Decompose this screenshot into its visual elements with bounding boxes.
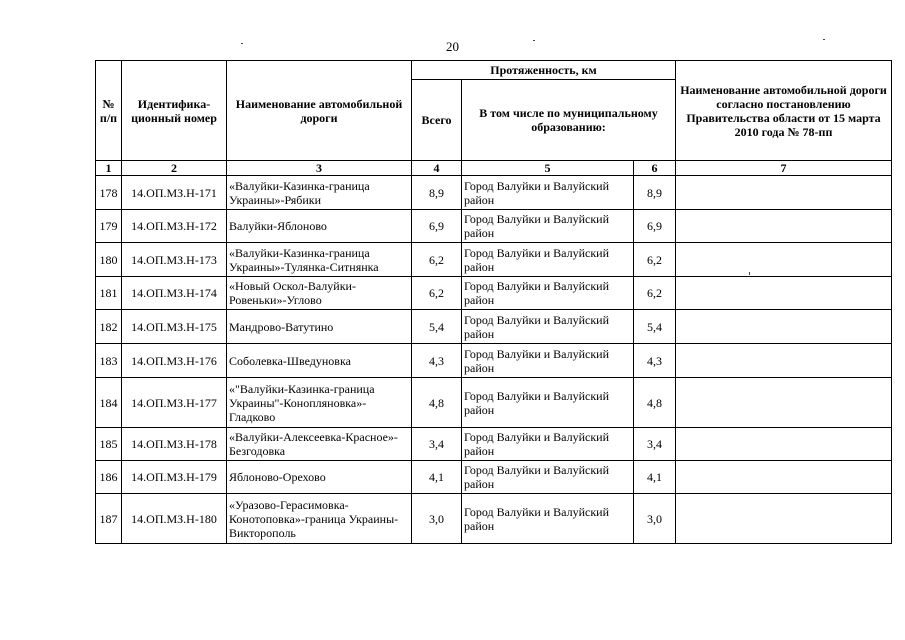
row-number-cell: 181 (96, 277, 122, 310)
municipality-cell: Город Валуйки и Валуйский район (462, 176, 634, 210)
regulation-name-cell (676, 176, 892, 210)
municipality-cell: Город Валуйки и Валуйский район (462, 378, 634, 428)
regulation-name-cell (676, 210, 892, 243)
identifier-cell: 14.ОП.МЗ.Н-178 (122, 428, 227, 461)
regulation-name-cell (676, 428, 892, 461)
total-length-cell: 6,2 (412, 277, 462, 310)
identifier-cell: 14.ОП.МЗ.Н-177 (122, 378, 227, 428)
road-name-cell: Соболевка-Шведуновка (227, 344, 412, 378)
municipality-cell: Город Валуйки и Валуйский район (462, 494, 634, 544)
header-row-number: № п/п (96, 61, 122, 161)
total-length-cell: 4,1 (412, 461, 462, 494)
regulation-name-cell (676, 461, 892, 494)
municipality-length-cell: 8,9 (634, 176, 676, 210)
municipality-length-cell: 4,8 (634, 378, 676, 428)
page-number: 20 (446, 39, 459, 54)
row-number-cell: 183 (96, 344, 122, 378)
total-length-cell: 3,4 (412, 428, 462, 461)
identifier-cell: 14.ОП.МЗ.Н-176 (122, 344, 227, 378)
column-number: 6 (634, 161, 676, 176)
column-number: 3 (227, 161, 412, 176)
municipality-cell: Город Валуйки и Валуйский район (462, 210, 634, 243)
road-name-cell: «Новый Оскол-Валуйки-Ровеньки»-Углово (227, 277, 412, 310)
road-name-cell: Яблоново-Орехово (227, 461, 412, 494)
scan-speck (533, 40, 535, 41)
municipality-cell: Город Валуйки и Валуйский район (462, 277, 634, 310)
municipality-cell: Город Валуйки и Валуйский район (462, 461, 634, 494)
table-row (96, 378, 892, 428)
municipality-cell: Город Валуйки и Валуйский район (462, 428, 634, 461)
municipality-cell: Город Валуйки и Валуйский район (462, 344, 634, 378)
table-row (96, 277, 892, 310)
row-number-cell: 186 (96, 461, 122, 494)
row-number-cell: 178 (96, 176, 122, 210)
municipality-cell: Город Валуйки и Валуйский район (462, 243, 634, 277)
identifier-cell: 14.ОП.МЗ.Н-175 (122, 310, 227, 344)
municipality-cell: Город Валуйки и Валуйский район (462, 310, 634, 344)
table-row (96, 461, 892, 494)
municipality-length-cell: 5,4 (634, 310, 676, 344)
road-name-cell: Валуйки-Яблоново (227, 210, 412, 243)
road-name-cell: «"Валуйки-Казинка-граница Украины"-Конопляновка»-Гладково (227, 378, 412, 428)
identifier-cell: 14.ОП.МЗ.Н-179 (122, 461, 227, 494)
regulation-name-cell (676, 243, 892, 277)
column-number: 2 (122, 161, 227, 176)
header-road-name: Наименование автомобильной дороги (227, 61, 412, 161)
column-number-row (96, 161, 892, 176)
municipality-length-cell: 4,1 (634, 461, 676, 494)
total-length-cell: 6,9 (412, 210, 462, 243)
total-length-cell: 4,8 (412, 378, 462, 428)
header-total: Всего (412, 80, 462, 161)
road-name-cell: «Валуйки-Алексеевка-Красное»-Безгодовка (227, 428, 412, 461)
identifier-cell: 14.ОП.МЗ.Н-172 (122, 210, 227, 243)
municipality-length-cell: 4,3 (634, 344, 676, 378)
regulation-name-cell (676, 344, 892, 378)
row-number-cell: 184 (96, 378, 122, 428)
municipality-length-cell: 6,2 (634, 243, 676, 277)
road-name-cell: «Уразово-Герасимовка-Конотоповка»-граница Украины-Викторополь (227, 494, 412, 544)
municipality-length-cell: 6,2 (634, 277, 676, 310)
identifier-cell: 14.ОП.МЗ.Н-180 (122, 494, 227, 544)
row-number-cell: 179 (96, 210, 122, 243)
total-length-cell: 3,0 (412, 494, 462, 544)
regulation-name-cell (676, 494, 892, 544)
identifier-cell: 14.ОП.МЗ.Н-173 (122, 243, 227, 277)
scan-speck (823, 39, 825, 40)
road-name-cell: Мандрово-Ватутино (227, 310, 412, 344)
total-length-cell: 6,2 (412, 243, 462, 277)
municipality-length-cell: 3,0 (634, 494, 676, 544)
row-number-cell: 185 (96, 428, 122, 461)
column-number: 4 (412, 161, 462, 176)
road-name-cell: «Валуйки-Казинка-граница Украины»-Тулянка-Ситнянка (227, 243, 412, 277)
table-row (96, 243, 892, 277)
identifier-cell: 14.ОП.МЗ.Н-174 (122, 277, 227, 310)
regulation-name-cell (676, 378, 892, 428)
header-length-group: Протяженность, км (412, 61, 676, 80)
row-number-cell: 187 (96, 494, 122, 544)
table-row (96, 494, 892, 544)
table-row (96, 176, 892, 210)
total-length-cell: 8,9 (412, 176, 462, 210)
table-row (96, 428, 892, 461)
column-number: 1 (96, 161, 122, 176)
regulation-name-cell (676, 310, 892, 344)
regulation-name-cell (676, 277, 892, 310)
roads-table (95, 60, 892, 544)
road-name-cell: «Валуйки-Казинка-граница Украины»-Рябики (227, 176, 412, 210)
identifier-cell: 14.ОП.МЗ.Н-171 (122, 176, 227, 210)
header-municipality: В том числе по муниципальному образованию: (462, 80, 676, 161)
municipality-length-cell: 3,4 (634, 428, 676, 461)
header-regulation-name: Наименование автомобильной дороги согласно постановлению Правительства области от 15 марта 2010 года № 78-пп (676, 61, 892, 161)
total-length-cell: 4,3 (412, 344, 462, 378)
column-number: 7 (676, 161, 892, 176)
total-length-cell: 5,4 (412, 310, 462, 344)
scan-speck (241, 43, 243, 44)
table-row (96, 310, 892, 344)
row-number-cell: 182 (96, 310, 122, 344)
table-row (96, 210, 892, 243)
row-number-cell: 180 (96, 243, 122, 277)
municipality-length-cell: 6,9 (634, 210, 676, 243)
column-number: 5 (462, 161, 634, 176)
table-row (96, 344, 892, 378)
header-identifier: Идентифика-ционный номер (122, 61, 227, 161)
